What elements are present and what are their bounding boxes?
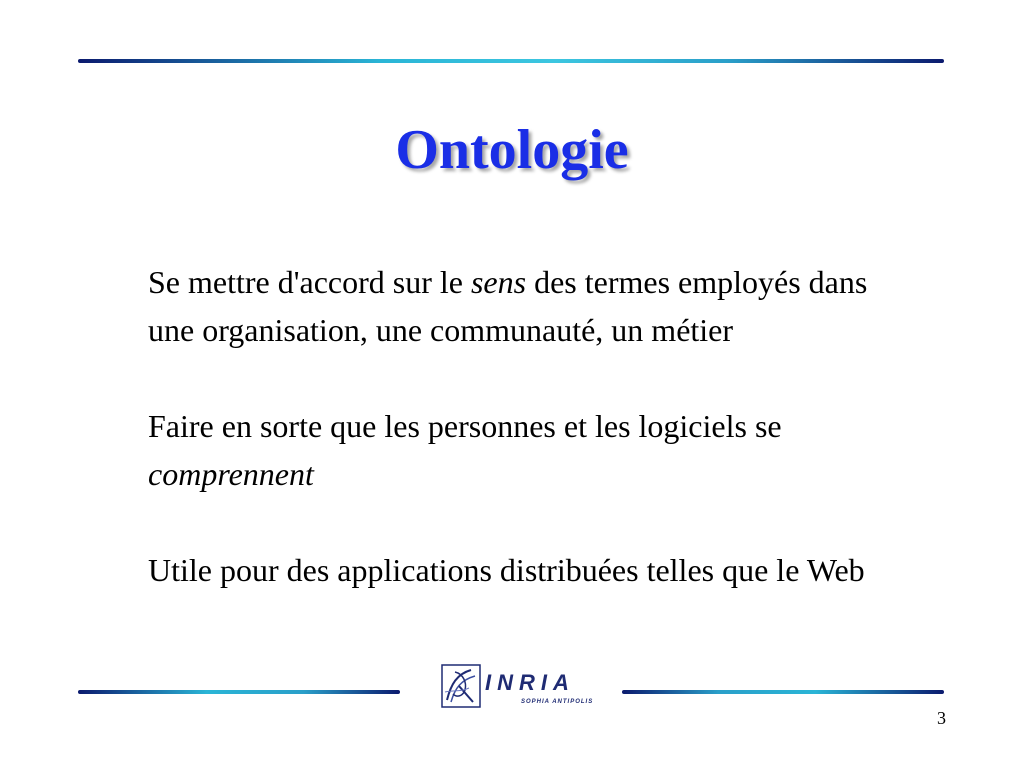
inria-emblem-icon bbox=[441, 664, 481, 708]
inria-logo-text: INRIA bbox=[485, 670, 575, 695]
paragraph-understanding-before: Faire en sorte que les personnes et les logiciels se bbox=[148, 408, 782, 444]
paragraph-agreement-before: Se mettre d'accord sur le bbox=[148, 264, 471, 300]
top-divider-rule bbox=[78, 59, 944, 63]
slide-title: Ontologie bbox=[395, 119, 629, 181]
paragraph-agreement-after: des termes employés dans une organisation, une communauté, un métier bbox=[148, 264, 868, 348]
paragraph-agreement-emphasis: sens bbox=[470, 264, 527, 300]
paragraph-understanding-emphasis: comprennent bbox=[148, 456, 314, 492]
inria-logo-subtitle: SOPHIA ANTIPOLIS bbox=[521, 699, 594, 705]
paragraph-understanding bbox=[148, 402, 888, 498]
inria-logo bbox=[441, 662, 601, 710]
bottom-divider-rule-right bbox=[622, 690, 944, 694]
paragraph-usefulness: Utile pour des applications distribuées telles que le Web bbox=[148, 552, 865, 588]
paragraph-agreement bbox=[148, 258, 888, 354]
page-number: 3 bbox=[937, 708, 946, 728]
bottom-divider-rule-left bbox=[78, 690, 400, 694]
slide-body bbox=[148, 258, 888, 594]
